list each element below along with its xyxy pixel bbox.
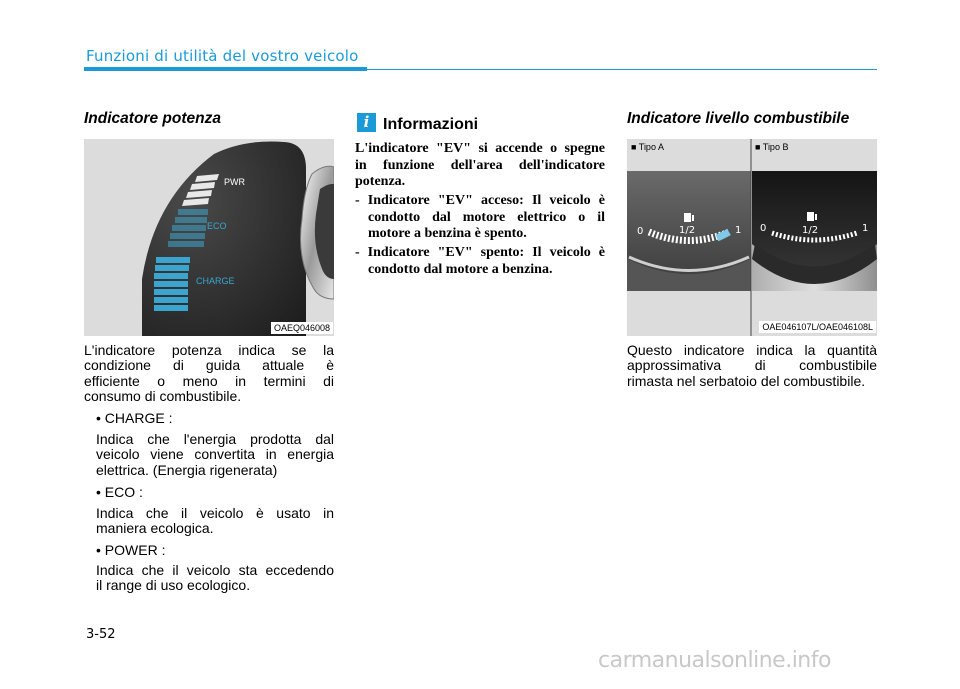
tipo-b-label: ■ Tipo B bbox=[755, 142, 789, 152]
text-line: in funzione dell'area dell'indicatore bbox=[355, 157, 605, 173]
text-line: Indica che l'energia prodotta dal bbox=[96, 431, 334, 447]
tipo-a-zero: 0 bbox=[637, 226, 644, 237]
info-title: Informazioni bbox=[383, 116, 479, 133]
text-line: consumo di combustibile. bbox=[84, 388, 242, 405]
text-line: condotto dal motore elettrico o il bbox=[368, 209, 605, 225]
bullet-power-text bbox=[96, 563, 334, 594]
text-line: potenza. bbox=[355, 174, 406, 190]
fuel-gauge-figure bbox=[627, 139, 877, 336]
text-line: approssimativa di combustibile bbox=[627, 357, 877, 374]
header-rule-thin bbox=[367, 69, 877, 70]
page-header-title: Funzioni di utilità del vostro veicolo bbox=[86, 47, 359, 65]
section-heading-fuel: Indicatore livello combustibile bbox=[627, 110, 850, 127]
info-item-ev-off bbox=[355, 245, 605, 278]
tipo-b-zero: 0 bbox=[760, 223, 767, 234]
tipo-a-one: 1 bbox=[735, 225, 742, 236]
text-line: condotto dal motore a benzina. bbox=[368, 261, 553, 277]
bullet-eco-label: • ECO : bbox=[96, 484, 143, 500]
text-line: Questo indicatore indica la quantità bbox=[627, 342, 877, 358]
text-line: il range di uso ecologico. bbox=[96, 577, 251, 594]
bullet-charge-label: • CHARGE : bbox=[96, 410, 173, 426]
header-rule-thick bbox=[84, 67, 367, 71]
bullet-eco-text bbox=[96, 506, 334, 537]
charge-segments bbox=[154, 257, 190, 311]
page-number: 3-52 bbox=[86, 627, 116, 642]
text-line: efficiente o meno in termini di bbox=[84, 372, 334, 389]
text-line: - Indicatore "EV" spento: Il veicolo è bbox=[355, 245, 605, 260]
info-intro-paragraph bbox=[355, 141, 605, 191]
fuel-paragraph bbox=[627, 343, 877, 389]
text-line: motore a benzina è spento. bbox=[368, 226, 527, 242]
text-line: veicolo viene convertita in energia bbox=[96, 446, 334, 463]
text-line: elettrica. (Energia rigenerata) bbox=[96, 461, 278, 478]
text-line: maniera ecologica. bbox=[96, 520, 214, 537]
tipo-a-label: ■ Tipo A bbox=[631, 142, 664, 152]
text-line: - Indicatore "EV" acceso: Il veicolo è bbox=[355, 193, 605, 208]
text-line: L'indicatore "EV" si accende o spegne bbox=[355, 141, 605, 156]
bullet-power-label: • POWER : bbox=[96, 542, 166, 558]
pwr-label: PWR bbox=[224, 177, 245, 187]
text-line: Indica che il veicolo sta eccedendo bbox=[96, 562, 334, 578]
charge-label: CHARGE bbox=[196, 276, 235, 286]
tipo-a-half: 1/2 bbox=[679, 225, 696, 236]
watermark: carmanualsonline.info bbox=[598, 648, 831, 673]
info-icon: i bbox=[357, 113, 376, 132]
tipo-b-one: 1 bbox=[862, 223, 869, 234]
fuel-gauge-illustration bbox=[627, 139, 877, 336]
power-gauge-figure bbox=[84, 139, 334, 336]
bullet-charge-text bbox=[96, 432, 334, 478]
text-line: condizione di guida attuale è bbox=[84, 357, 334, 374]
text-line: rimasta nel serbatoio del combustibile. bbox=[627, 372, 866, 389]
power-gauge-illustration bbox=[84, 139, 334, 336]
figure-code: OAEQ046008 bbox=[271, 322, 333, 334]
text-line: Indica che il veicolo è usato in bbox=[96, 505, 334, 521]
tipo-b-half: 1/2 bbox=[802, 225, 819, 236]
eco-label: ECO bbox=[207, 221, 227, 231]
section-heading-power: Indicatore potenza bbox=[84, 110, 221, 127]
info-item-ev-on bbox=[355, 193, 605, 243]
power-intro-paragraph bbox=[84, 343, 334, 405]
figure-code: OAE046107L/OAE046108L bbox=[759, 321, 876, 333]
text-line: L'indicatore potenza indica se la bbox=[84, 342, 334, 358]
